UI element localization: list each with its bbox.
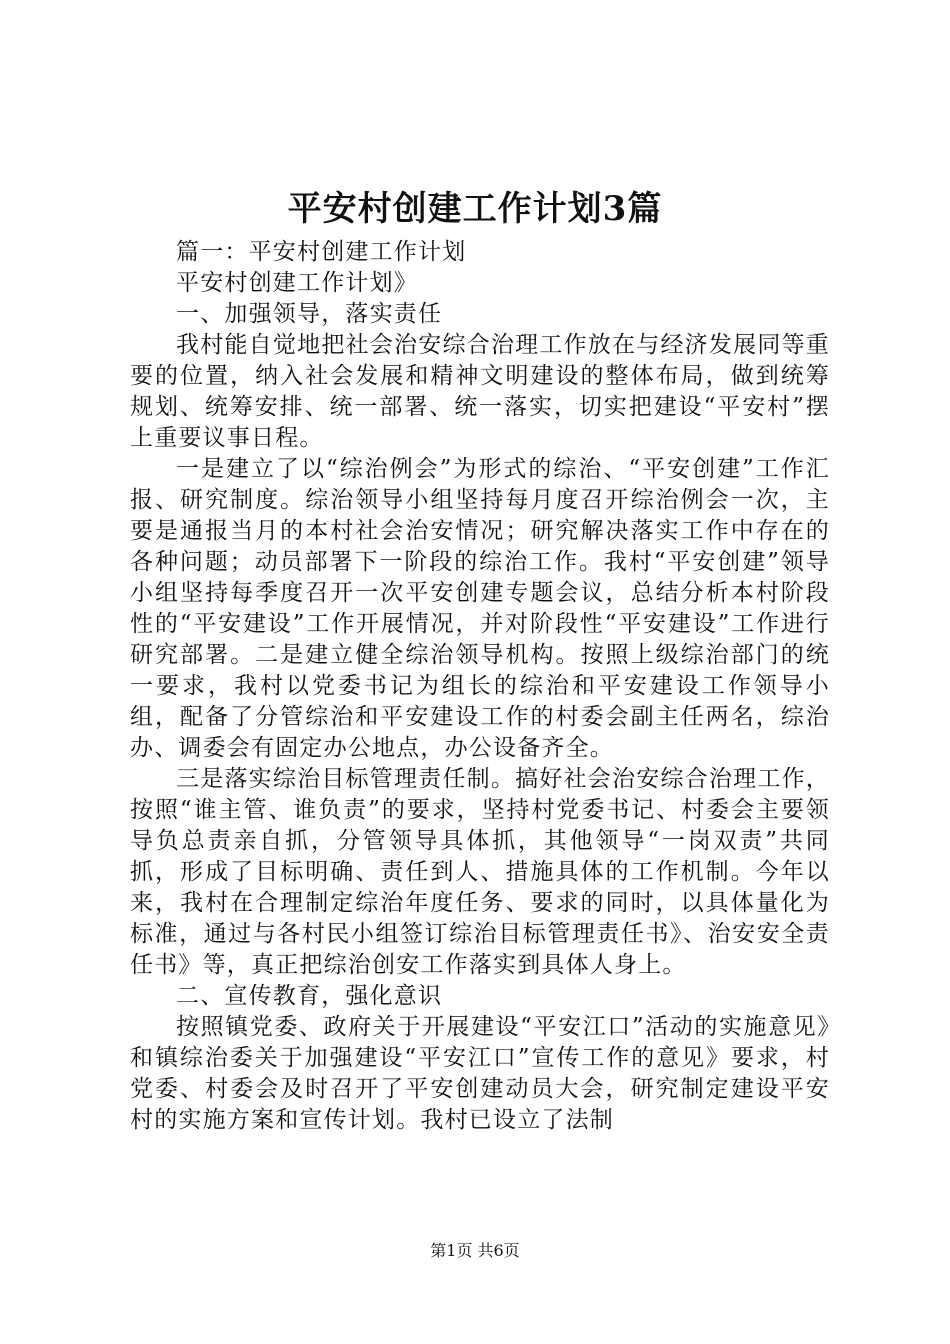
body-paragraph: 我村能自觉地把社会治安综合治理工作放在与经济发展同等重要的位置，纳入社会发展和精神文明建设的整体布局，做到统筹规划、统筹安排、统一部署、统一落实，切实把建设“平安村”摆上重要议事日程。 xyxy=(130,332,830,451)
document-title: 平安村创建工作计划3篇 xyxy=(287,189,663,229)
body-paragraph: 按照镇党委、政府关于开展建设“平安江口”活动的实施意见》和镇综治委关于加强建设“平安江口”宣传工作的意见》要求，村党委、村委会及时召开了平安创建动员大会，研究制定建设平安村的实施方案和宣传计划。我村已设立了法制 xyxy=(130,1014,830,1133)
body-paragraph: 三是落实综治目标管理责任制。搞好社会治安综合治理工作，按照“谁主管、谁负责”的要求，坚持村党委书记、村委会主要领导负总责亲自抓，分管领导具体抓，其他领导“一岗双责”共同抓，形成了目标明确、责任到人、措施具体的工作机制。今年以来，我村在合理制定综治年度任务、要求的同时，以具体量化为标准，通过与各村民小组签订综治目标管理责任书》、治安安全责任书》等，真正把综治创安工作落实到具体人身上。 xyxy=(130,766,830,978)
section-heading-part-one: 篇一：平安村创建工作计划 xyxy=(176,239,467,265)
body-paragraph: 一是建立了以“综治例会”为形式的综治、“平安创建”工作汇报、研究制度。综治领导小组坚持每月度召开综治例会一次，主要是通报当月的本村社会治安情况；研究解决落实工作中存在的各种问题；动员部署下一阶段的综治工作。我村“平安创建”领导小组坚持每季度召开一次平安创建专题会议，总结分析本村阶段性的“平安建设”工作开展情况，并对阶段性“平安建设”工作进行研究部署。二是建立健全综治领导机构。按照上级综治部门的统一要求，我村以党委书记为组长的综治和平安建设工作领导小组，配备了分管综治和平安建设工作的村委会副主任两名，综治办、调委会有固定办公地点，办公设备齐全。 xyxy=(130,456,830,761)
document-body xyxy=(130,237,830,1136)
section-heading-two: 二、宣传教育，强化意识 xyxy=(176,983,443,1009)
page-footer: 第1页 共6页 xyxy=(430,1241,520,1260)
section-heading-one: 一、加强领导，落实责任 xyxy=(176,301,443,327)
subtitle-line: 平安村创建工作计划》 xyxy=(176,270,418,296)
